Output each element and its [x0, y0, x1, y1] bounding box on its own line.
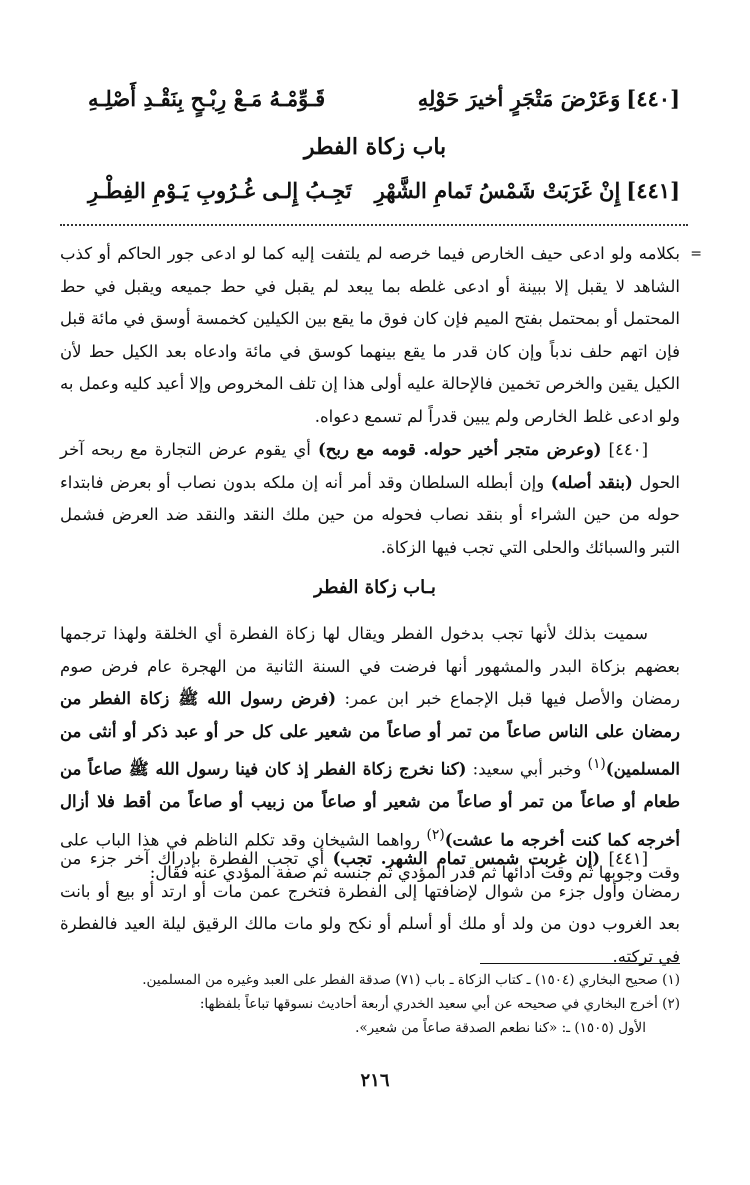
commentary-text: وإن أبطله السلطان وقد أمر أنه إن ملكه بدون نصاب أو بعرض فابتداء حوله من حين الشراء أو بنقد نصاب فحوله من حين ملك النقد والنقد ضد العرض فشمل التبر والسبائك والحلى التي تجب فيها الزكاة.	[60, 472, 680, 557]
commentary-text: سميت بذلك لأنها تجب بدخول الفطر ويقال لها زكاة الفطرة أي الخلقة ولهذا ترجمها بعضهم بزكاة البدر والمشهور أنها فرضت في السنة الثانية من الهجرة عام فرض صوم رمضان والأصل فيها قبل الإجماع خبر ابن عمر:	[60, 624, 680, 708]
hemistich: قَـوِّمْـهُ مَـعْ رِبْـحٍ بِنَقْـدِ أَصْلِـهِ	[88, 86, 326, 111]
commentary-block-1	[60, 238, 702, 433]
footnote-2: (٢) أخرج البخاري في صحيحه عن أبي سعيد الخدري أربعة أحاديث نسوقها تباعاً بلفظها:	[199, 996, 680, 1012]
verse-441	[88, 176, 680, 206]
footnotes	[64, 968, 680, 1040]
paragraph-continuation: بكلامه ولو ادعى حيف الخارص فيما خرصه لم يلتفت إليه كما لو ادعى جور الحاكم أو كذب الشاهد لا يقبل إلا ببينة أو ادعى غلطه بما يبعد لم يقبل في حط جميعه ويقبل في حط المحتمل أو بمحتمل بفتح الميم فإن كان فوق ما يقع بين الكيلين كخمسة أوسق في مائة قبل فإن اتهم حلف ندباً وإن كان قدر ما يقع بينهما كوسق في مائة وادعاه بعد الكيل حط لأن الكيل يقين والخرص تخمين فالإحالة عليه أولى هذا إن تلف المخروص وإلا أعيد كليه وعمل به ولو ادعى غلط الخارص ولم يبين قدراً لم تسمع دعواه.	[60, 244, 680, 426]
paragraph-verse-441	[60, 843, 680, 973]
dotted-divider	[60, 224, 688, 226]
footnote-ref: (١)	[587, 756, 606, 772]
verse-441-first-half	[375, 176, 680, 206]
section-title: بـاب زكاة الفطر	[314, 577, 436, 598]
verse-440	[88, 84, 680, 114]
hadith-quote: (كنا نخرج زكاة الفطر إذ كان فينا رسول الله ﷺ صاعاً من طعام أو صاعاً من تمر أو صاعاً من شعير أو صاعاً من زبيب أو صاعاً من أقط فلا أزال أخرجه كما كنت أخرجه ما عشت)	[60, 759, 680, 849]
commentary-block-4	[60, 843, 680, 973]
quoted-verse: (إن غربت شمس تمام الشهر. تجب)	[332, 849, 601, 868]
footnote-2-continuation: الأول (١٥٠٥) ـ: «كنا نطعم الصدقة صاعاً من شعير».	[355, 1020, 646, 1036]
commentary-text: أي تجب الفطرة بإدراك آخر جزء من رمضان وأول جزء من شوال لإضافتها إلى الفطرة فتخرج عمن مات أو ارتد أو بيع أو بانت بعد الغروب دون من ولد أو ملك أو أسلم أو نكح ولو مات مالك الرقيق ليلة العيد فالفطرة في تركته.	[60, 849, 680, 966]
verse-ref: [٤٤٠]	[608, 440, 648, 459]
verse-number: [٤٤٠]	[626, 86, 680, 111]
hemistich: إِنْ غَرَبَتْ شَمْسُ تَمامِ الشَّهْرِ	[374, 178, 621, 203]
hemistich: تَجِـبُ إِلـى غُـرُوبِ يَـوْمِ الفِطْـرِ	[88, 178, 352, 203]
commentary-text: رواهما الشيخان وقد تكلم الناظم في هذا الباب على وقت وجوبها ثم وقت أدائها ثم قدر المؤدي ثم جنسه ثم صفة المؤدي عنه فقال:	[60, 830, 680, 882]
footnote-ref: (٢)	[426, 826, 445, 843]
continuation-marker: =	[690, 246, 702, 262]
commentary-text: وخبر أبي سعيد:	[466, 759, 588, 779]
chapter-title: باب زكاة الفطر	[303, 134, 447, 160]
paragraph-verse-440	[60, 434, 680, 564]
commentary-block-2	[60, 434, 680, 564]
quoted-verse: (وعرض متجر أخير حوله. قومه مع ربح)	[317, 440, 602, 459]
hemistich: وَعَرْضَ مَتْجَرٍ أخيرَ حَوْلِهِ	[417, 86, 621, 111]
commentary-text: أي يقوم عرض التجارة مع ربحه آخر الحول	[60, 440, 680, 492]
page-number: ٢١٦	[360, 1070, 390, 1091]
hadith-quote: (فرض رسول الله ﷺ زكاة الفطر من رمضان على الناس صاعاً من تمر أو صاعاً من شعير على كل حر أو عبد ذكر أو أنثى من المسلمين)	[60, 689, 680, 779]
verse-number: [٤٤١]	[626, 178, 680, 203]
footnote-rule	[480, 963, 680, 964]
quoted-verse: (بنقد أصله)	[550, 472, 633, 492]
verse-440-first-half	[418, 84, 680, 114]
verse-ref: [٤٤١]	[608, 849, 648, 868]
footnote-1: (١) صحيح البخاري (١٥٠٤) ـ كتاب الزكاة ـ باب (٧١) صدقة الفطر على العبد وغيره من المسلمين.	[142, 972, 680, 988]
